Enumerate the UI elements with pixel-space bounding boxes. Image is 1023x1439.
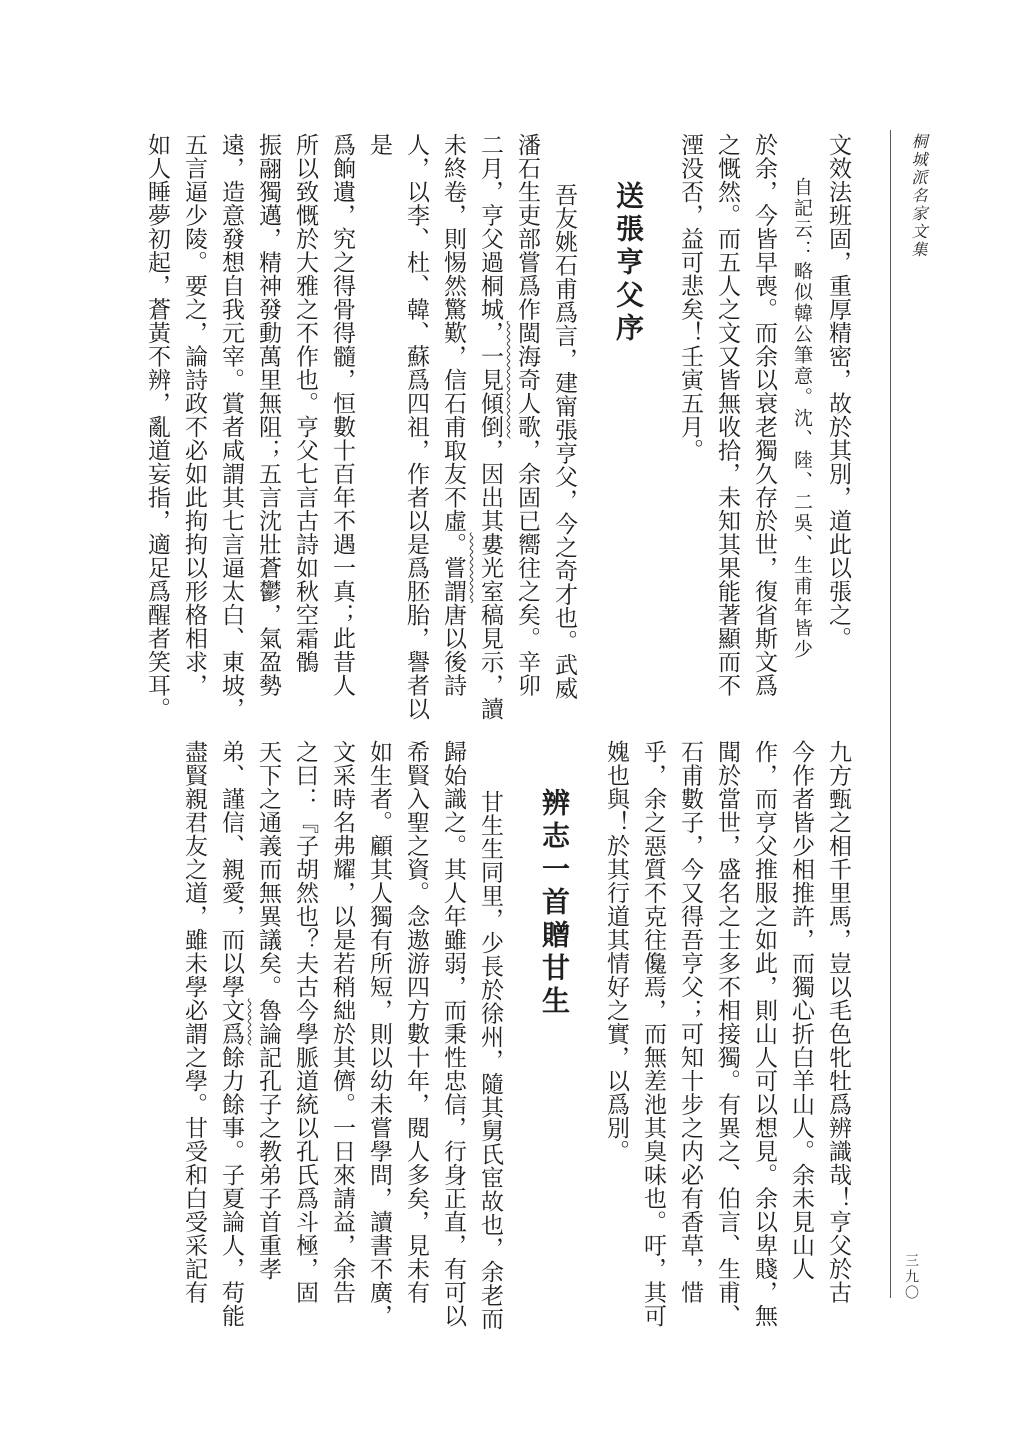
text-segment: 歸始識之。其人年雖弱，而秉性忠信，行身正直，有可以 — [441, 740, 466, 1328]
text-column — [746, 133, 783, 725]
text-column — [820, 740, 857, 1332]
text-segment: 遠，造意發想自我元宰。賞者咸謂其七言逼太白、東坡， — [219, 133, 244, 721]
divider-rule — [890, 130, 891, 1298]
text-segment: 乎，余之惡質不克往儳焉，而無差池其臭味也。吁，其可 — [641, 740, 666, 1328]
running-header: 桐城派名家文集 — [909, 133, 926, 259]
book-title-mark: 閩海奇人歌 — [515, 321, 540, 439]
text-segment: 弟、謹信、親愛，而以學文爲餘力餘事。子夏論人，苟能 — [219, 740, 244, 1328]
section-title — [609, 133, 646, 725]
text-segment: 之曰：『子胡然也？夫古今學脈道統以孔氏爲斗極，固 — [293, 740, 318, 1304]
text-segment: 甘生生同里，少長於徐州，隨其舅氏宦故也，余老而 — [478, 790, 503, 1331]
text-column — [361, 133, 435, 725]
text-segment: 送張亨父序 — [612, 181, 643, 346]
text-column — [287, 133, 324, 725]
text-segment: 所以致慨於大雅之不作也。亨父七言古詩如秋空霜鶻 — [293, 133, 318, 674]
text-block-top — [139, 133, 857, 725]
text-segment: 湮没否，益可悲矣！壬寅五月。 — [678, 133, 703, 462]
text-column — [598, 740, 635, 1332]
text-column — [709, 740, 746, 1332]
text-column — [250, 740, 287, 1332]
text-segment: 如生者。顧其人獨有所短，則以幼未嘗學問，讀書不廣， — [367, 740, 392, 1328]
text-column — [509, 133, 546, 725]
text-segment: 未終卷，則惕然驚歎，信石甫取友不虛。嘗謂唐以後詩 — [441, 133, 466, 697]
text-segment: ，余固已嚮往之矣。辛卯 — [515, 438, 540, 697]
text-column — [820, 133, 857, 725]
text-segment: 辨志一首贈甘生 — [538, 788, 569, 1019]
text-column — [435, 740, 472, 1332]
text-column — [176, 740, 213, 1332]
text-segment: 吾友姚石甫爲言，建甯張亨父，今之奇才也。武威 — [552, 183, 577, 700]
text-column — [176, 133, 213, 725]
text-segment: 稿見示，讀 — [478, 603, 503, 721]
text-block-bottom — [176, 740, 857, 1332]
text-column — [250, 133, 287, 725]
text-column — [213, 740, 250, 1332]
text-segment: 記孔子之教弟子首重孝 — [256, 1045, 281, 1281]
text-segment: 文采時名弗耀，以是若稍絀於其儕。一日來請益，余告 — [330, 740, 355, 1304]
text-segment: 今作者皆少相推許，而獨心折白羊山人。余未見山人 — [789, 740, 814, 1281]
text-segment: 作，而亨父推服之如此，則山人可以想見。余以卑賤，無 — [752, 740, 777, 1328]
section-title — [535, 740, 572, 1332]
text-segment: 潘石生吏部嘗爲作 — [515, 133, 540, 321]
text-column — [672, 740, 709, 1332]
text-column — [672, 133, 709, 725]
text-segment: 九方甄之相千里馬，豈以毛色牝牡爲辨識哉！亨父於古 — [826, 740, 851, 1304]
text-segment: 自記云：略似韓公筆意。沈、陸、二吳、生甫年皆少 — [791, 177, 812, 660]
text-column — [709, 133, 746, 725]
book-title-mark: 魯論 — [256, 998, 281, 1046]
text-segment: 五言逼少陵。要之，論詩政不必如此拘拘以形格相求， — [182, 133, 207, 697]
text-segment: 天下之通義而無異議矣。 — [256, 740, 281, 999]
page-number: 三九〇 — [903, 1253, 918, 1301]
text-column — [324, 133, 361, 725]
text-segment: 爲餉遺，究之得骨得髓，恒數十百年不遇一真；此昔人 — [330, 133, 355, 697]
text-segment: 振翮獨邁，精神發動萬里無阻；五言沈壯蒼鬱，氣盈勢 — [256, 133, 281, 697]
text-segment: 希賢入聖之資。念遨游四方數十年，閱人多矣，見未有 — [404, 740, 429, 1304]
text-column — [746, 740, 783, 1332]
text-column — [287, 740, 324, 1332]
text-column — [361, 740, 398, 1332]
text-segment: 媿也與！於其行道其情好之實，以爲別。 — [604, 740, 629, 1163]
text-segment: 二月，亨父過桐城，一見傾倒，因出其 — [478, 133, 503, 533]
text-column — [139, 133, 176, 725]
book-title-mark: 婁光室 — [478, 532, 503, 603]
text-segment: 石甫數子，今又得吾亨父；可知十步之内必有香草，惜 — [678, 740, 703, 1304]
text-column — [546, 133, 583, 725]
annotation-column — [783, 133, 820, 725]
text-segment: 如人睡夢初起，蒼黃不辨，亂道妄指，適足爲醒者笑耳。 — [145, 133, 170, 721]
text-segment: 人，以李、杜、韓、蘇爲四祖，作者以是爲胚胎，譽者以是 — [367, 133, 429, 721]
text-column — [324, 740, 361, 1332]
text-column — [435, 133, 472, 725]
text-column — [213, 133, 250, 725]
text-column — [398, 740, 435, 1332]
text-column — [472, 133, 509, 725]
text-segment: 盡賢親君友之道，雖未學必謂之學。甘受和白受采記有 — [182, 740, 207, 1304]
text-segment: 文效法班固，重厚精密，故於其別，道此以張之。 — [826, 133, 851, 650]
text-segment: 於余，今皆早喪。而余以衰老獨久存於世，復省斯文爲 — [752, 133, 777, 697]
text-column — [635, 740, 672, 1332]
text-segment: 聞於當世，盛名之士多不相接獨。有異之、伯言、生甫、 — [715, 740, 740, 1328]
text-segment: 之慨然。而五人之文又皆無收拾，未知其果能著顯而不 — [715, 133, 740, 697]
text-column — [472, 740, 509, 1332]
text-column — [783, 740, 820, 1332]
